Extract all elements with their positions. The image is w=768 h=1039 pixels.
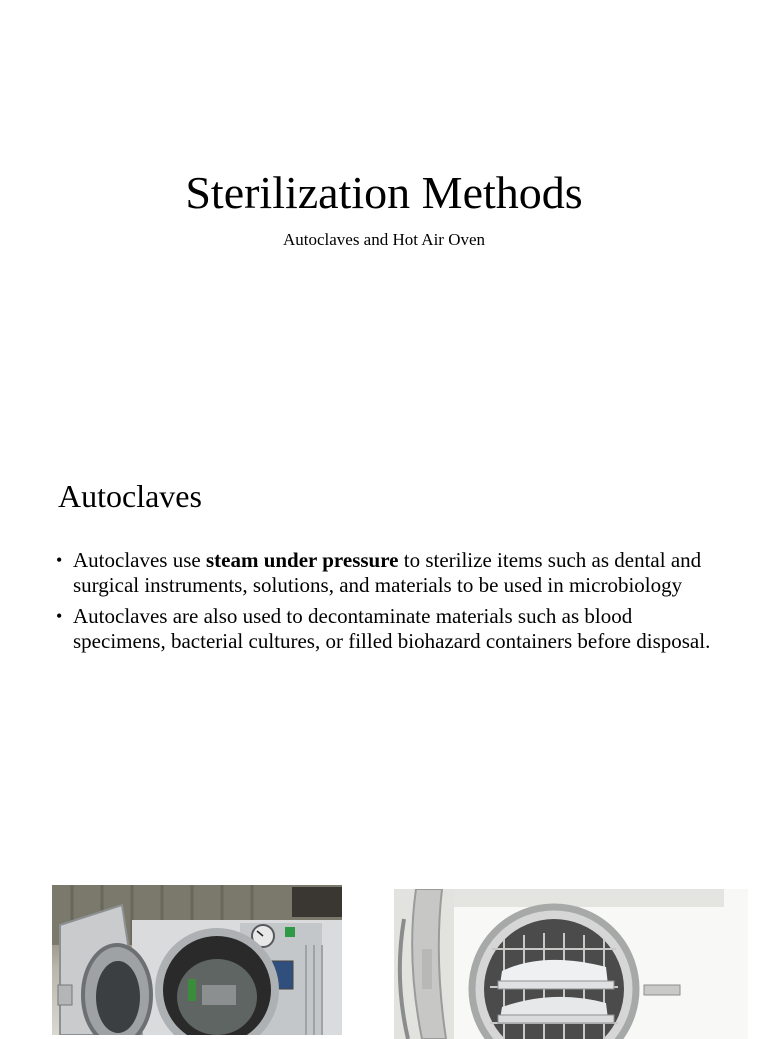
slide-heading: Autoclaves bbox=[58, 478, 202, 514]
bullet-marker: • bbox=[56, 550, 63, 570]
bullet-item bbox=[56, 604, 716, 653]
bullet-item bbox=[56, 548, 716, 597]
bullet-text-start: Autoclaves use bbox=[73, 548, 206, 572]
autoclave-photo-open-door-icon bbox=[52, 885, 342, 1035]
bullet-list bbox=[56, 548, 716, 660]
slide-subtitle: Autoclaves and Hot Air Oven bbox=[282, 230, 486, 249]
bullet-text-end: to sterilize items such as dental and surgical instruments, solutions, and materials to be used in microbiology bbox=[73, 548, 702, 597]
slide-title: Sterilization Methods bbox=[185, 167, 583, 218]
title-slide bbox=[0, 0, 768, 440]
bullet-marker: • bbox=[56, 606, 63, 626]
autoclave-photo-chamber-trays-icon bbox=[394, 889, 748, 1039]
bullet-emphasis: steam under pressure bbox=[205, 548, 399, 572]
bullet-text: Autoclaves are also used to decontaminate materials such as blood specimens, bacterial cultures, or filled biohazard containers before disposal. bbox=[73, 604, 711, 653]
autoclaves-slide bbox=[0, 440, 768, 1024]
